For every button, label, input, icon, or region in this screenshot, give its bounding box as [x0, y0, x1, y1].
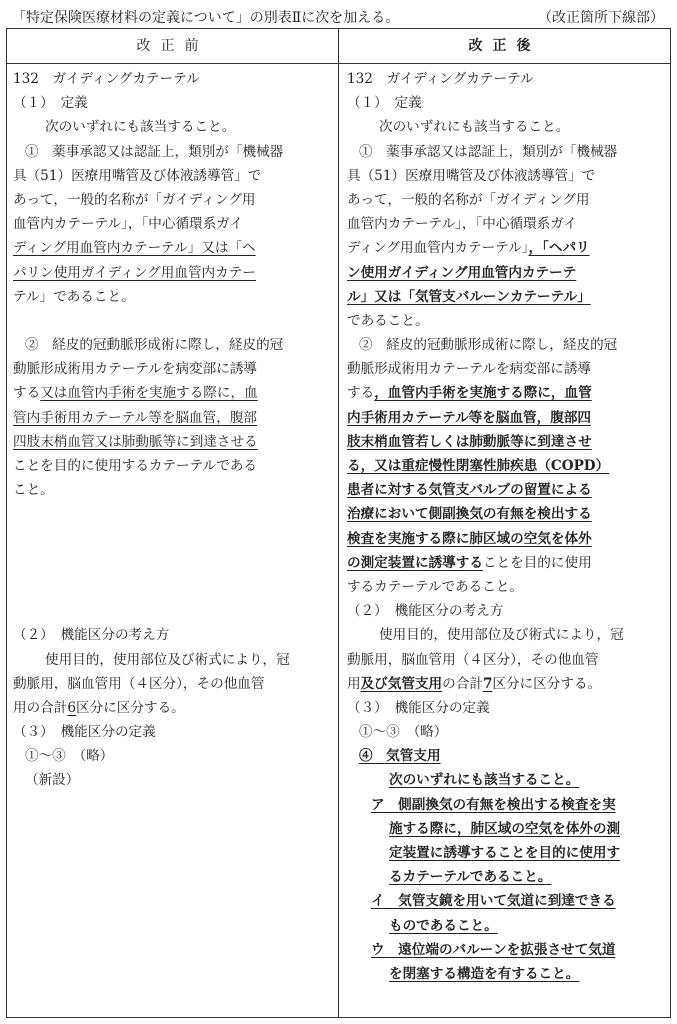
- section-2-segment: の合計: [442, 675, 483, 692]
- p1-line: テル」であること。: [13, 288, 135, 305]
- section-2-segment: 区分に区分する。: [492, 675, 602, 692]
- sub-item-u-line: ウ 遠位端のバルーンを拡張させて気道: [371, 941, 616, 958]
- section-2-line: 動脈用，脳血管用（４区分），その他血管: [13, 675, 265, 692]
- sub-item-a-line: ア 側副換気の有無を検出する検査を実: [371, 796, 616, 813]
- p2-segment: ことを目的に使用: [482, 554, 592, 571]
- section-2-segment: 区分に区分する。: [76, 699, 185, 716]
- section-2-line: 動脈用，脳血管用（４区分），その他血管: [347, 651, 599, 668]
- p2-line: [347, 551, 667, 575]
- p2-line: 検査を実施する際に肺区域の空気を体外: [347, 530, 592, 547]
- section-2-segment: 用の合計: [13, 699, 68, 716]
- sub-item-4-intro: 次のいずれにも該当すること。: [389, 772, 580, 789]
- p2-line: 四肢末梢血管又は肺動脈等に到達させる: [13, 433, 258, 450]
- section-1-intro: 次のいずれにも該当すること。: [379, 119, 570, 136]
- sub-item-i-line: イ 気管支鏡を用いて気道に到達できる: [371, 893, 616, 910]
- p1-line: 血管内カテーテル」，「中心循環系ガイ: [13, 216, 243, 233]
- p2-line: ② 経皮的冠動脈形成術に際し，経皮的冠: [359, 337, 618, 354]
- before-column: [13, 67, 333, 793]
- sub-item-4-title: ④ 気管支用: [359, 748, 441, 765]
- p1-line: ン使用ガイディング用血管内カテーテ: [347, 264, 577, 281]
- p2-line: 肢末梢血管若しくは肺動脈等に到達させ: [347, 433, 592, 450]
- p1-line: パリン使用ガイディング用血管内カテー: [13, 264, 256, 281]
- section-3-heading: （３） 機能区分の定義: [347, 699, 490, 716]
- p2-line: こと。: [13, 482, 54, 499]
- p2-segment: する: [13, 385, 41, 402]
- p2-line: る，又は重症慢性閉塞性肺疾患（COPD）: [347, 458, 610, 474]
- section-3-omit: ①～③ （略）: [359, 724, 448, 741]
- p1-line: ① 薬事承認又は認証上，類別が「機械器: [359, 143, 618, 160]
- sub-item-a-line: 施する際に，肺区域の空気を体外の測: [389, 820, 621, 837]
- comparison-table: [6, 28, 671, 1018]
- p1-line: 具（51）医療用嘴管及び体液誘導管」で: [347, 167, 596, 184]
- section-2-line: [13, 696, 333, 720]
- section-3-omit: ①～③ （略）: [25, 748, 114, 765]
- section-2-line: 使用目的，使用部位及び術式により，冠: [45, 651, 290, 668]
- sub-item-a-line: るカテーテルであること。: [389, 869, 552, 886]
- spacer: [13, 599, 333, 623]
- section-2-heading: （２） 機能区分の考え方: [13, 627, 170, 644]
- p1-segment: ディング用血管内カテーテル」: [347, 240, 529, 257]
- section-2-added: 及び気管支用: [360, 675, 443, 692]
- spacer: [13, 551, 333, 575]
- spacer: [13, 502, 333, 526]
- section-1-intro: 次のいずれにも該当すること。: [45, 119, 236, 136]
- p1-line: ル」又は「気管支バルーンカテーテル」: [347, 288, 591, 305]
- sub-item-a-line: 定装置に誘導することを目的に使用す: [389, 845, 621, 861]
- p1-line: 血管内カテーテル」，「中心循環系ガイ: [347, 216, 577, 233]
- p2-segment-changed: 又は血管内手術を実施する際に，血: [40, 385, 258, 402]
- sub-item-i-line: ものであること。: [389, 917, 498, 934]
- p2-line: [13, 381, 333, 405]
- column-divider: [338, 29, 339, 1017]
- p2-segment: する: [347, 385, 375, 402]
- section-2-segment: 用: [347, 675, 361, 692]
- section-2-heading: （２） 機能区分の考え方: [347, 603, 504, 620]
- header: [12, 8, 664, 28]
- p2-line: 管内手術用カテーテル等を脳血管，腹部: [13, 409, 258, 426]
- spacer: [13, 575, 333, 599]
- p1-line: であること。: [347, 312, 429, 329]
- p2-line: ② 経皮的冠動脈形成術に際し，経皮的冠: [25, 337, 284, 354]
- spacer: [13, 309, 333, 333]
- header-title: 「特定保険医療材料の定義について」の別表Ⅱに次を加える。: [12, 10, 400, 26]
- p1-line: 具（51）医療用嘴管及び体液誘導管」で: [13, 167, 262, 184]
- p1-line: ① 薬事承認又は認証上，類別が「機械器: [25, 143, 284, 160]
- p2-line: 患者に対する気管支バルブの留置による: [347, 482, 592, 499]
- p1-line: [347, 236, 667, 260]
- section-2-count: 7: [482, 675, 493, 692]
- p2-line: 内手術用カテーテル等を脳血管，腹部四: [347, 409, 592, 426]
- item-title: 132 ガイディングカテーテル: [13, 71, 200, 87]
- sub-item-u-line: を閉塞する構造を有すること。: [389, 965, 580, 982]
- p2-line: 動脈形成術用カテーテルを病変部に誘導: [13, 361, 258, 378]
- p1-line: ディング用血管内カテーテル」又は「ヘ: [13, 240, 256, 257]
- section-2-count: 6: [67, 699, 77, 716]
- p1-line: あって，一般的名称が「ガイディング用: [13, 191, 256, 208]
- spacer: [13, 527, 333, 551]
- item-title: 132 ガイディングカテーテル: [347, 71, 534, 87]
- section-1-heading: （１） 定義: [347, 95, 422, 112]
- section-1-heading: （１） 定義: [13, 95, 88, 112]
- p2-segment-changed: ，血管内手術を実施する際に，血管: [374, 385, 592, 402]
- header-note: （改正箇所下線部）: [538, 10, 664, 26]
- p2-line: [347, 381, 667, 405]
- after-heading: 改正後: [468, 38, 541, 54]
- p2-segment-changed: の測定装置に誘導する: [347, 554, 483, 571]
- section-2-line: 使用目的，使用部位及び術式により，冠: [379, 627, 624, 644]
- before-heading: 改正前: [136, 38, 209, 54]
- p2-line: 動脈形成術用カテーテルを病変部に誘導: [347, 361, 592, 378]
- p1-segment-changed: ，「ヘパリ: [528, 240, 590, 257]
- p2-line: 治療において側副換気の有無を検出する: [347, 506, 592, 523]
- after-column: [347, 67, 667, 986]
- p1-line: あって，一般的名称が「ガイディング用: [347, 191, 590, 208]
- p2-line: ことを目的に使用するカテーテルである: [13, 458, 258, 474]
- section-3-heading: （３） 機能区分の定義: [13, 724, 156, 741]
- section-2-line: [347, 672, 667, 696]
- p2-line: するカテーテルであること。: [347, 578, 524, 595]
- new-note: （新設）: [25, 772, 80, 789]
